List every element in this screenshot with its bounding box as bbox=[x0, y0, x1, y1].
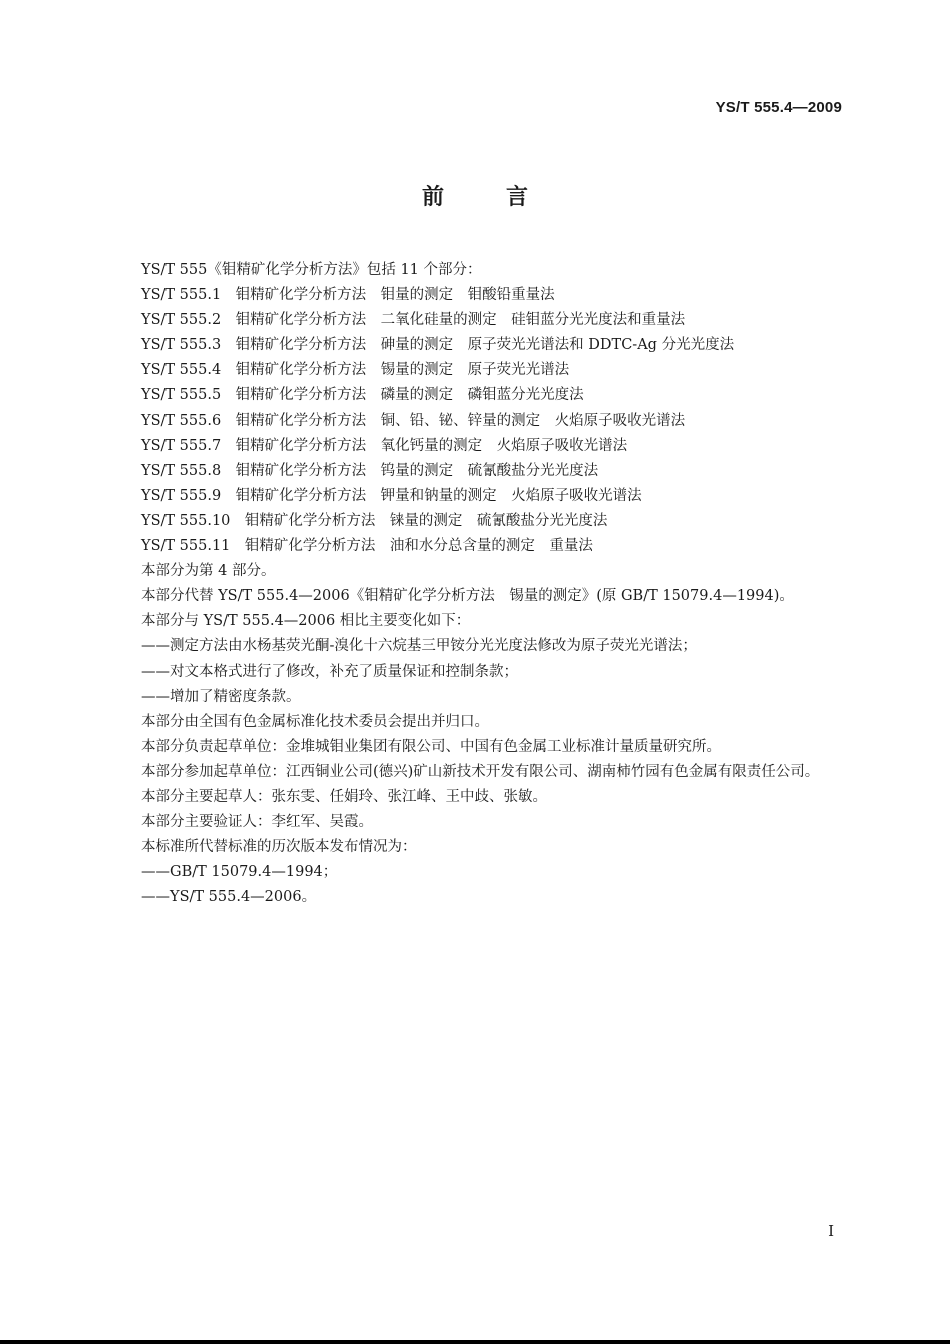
list-item: YS/T 555.4 钼精矿化学分析方法 锡量的测定 原子荧光光谱法 bbox=[141, 362, 570, 379]
list-item: YS/T 555.10 钼精矿化学分析方法 铼量的测定 硫氰酸盐分光光度法 bbox=[141, 512, 608, 529]
change-item: ——测定方法由水杨基荧光酮-溴化十六烷基三甲铵分光光度法修改为原子荧光光谱法； bbox=[141, 638, 697, 655]
history-item: ——YS/T 555.4—2006。 bbox=[141, 889, 317, 906]
history-item: ——GB/T 15079.4—1994； bbox=[141, 864, 338, 881]
page-title: 前言 bbox=[421, 185, 590, 210]
paragraph-changes-intro: 本部分与 YS/T 555.4—2006 相比主要变化如下： bbox=[141, 613, 471, 630]
list-item: YS/T 555.8 钼精矿化学分析方法 钨量的测定 硫氰酸盐分光光度法 bbox=[141, 462, 599, 479]
paragraph-intro: YS/T 555《钼精矿化学分析方法》包括 11 个部分： bbox=[141, 262, 482, 278]
foreword-body bbox=[108, 258, 844, 910]
list-item: YS/T 555.7 钼精矿化学分析方法 氧化钙量的测定 火焰原子吸收光谱法 bbox=[141, 437, 628, 454]
paragraph-replaces: 本部分代替 YS/T 555.4—2006《钼精矿化学分析方法 锡量的测定》(原 GB/T 15079.4—1994)。 bbox=[141, 588, 794, 605]
paragraph-part-number: 本部分为第 4 部分。 bbox=[141, 563, 276, 580]
page-bottom-edge bbox=[0, 1340, 950, 1344]
change-item: ——增加了精密度条款。 bbox=[141, 688, 301, 705]
paragraph-participating-units: 本部分参加起草单位：江西铜业公司(德兴)矿山新技术开发有限公司、湖南柿竹园有色金属有限责任公司。 bbox=[141, 763, 820, 780]
list-item: YS/T 555.9 钼精矿化学分析方法 钾量和钠量的测定 火焰原子吸收光谱法 bbox=[141, 487, 642, 504]
change-item: ——对文本格式进行了修改，补充了质量保证和控制条款； bbox=[141, 663, 518, 680]
paragraph-verifiers: 本部分主要验证人：李红军、吴霞。 bbox=[141, 814, 373, 831]
list-item: YS/T 555.11 钼精矿化学分析方法 油和水分总含量的测定 重量法 bbox=[141, 538, 593, 555]
list-item: YS/T 555.5 钼精矿化学分析方法 磷量的测定 磷钼蓝分光光度法 bbox=[141, 387, 584, 404]
list-item: YS/T 555.3 钼精矿化学分析方法 砷量的测定 原子荧光光谱法和 DDTC-Ag 分光光度法 bbox=[141, 337, 735, 354]
list-item: YS/T 555.2 钼精矿化学分析方法 二氧化硅量的测定 硅钼蓝分光光度法和重量法 bbox=[141, 312, 686, 329]
paragraph-drafting-unit: 本部分负责起草单位：金堆城钼业集团有限公司、中国有色金属工业标准计量质量研究所。 bbox=[141, 738, 721, 755]
standard-number: YS/T 555.4—2009 bbox=[715, 99, 842, 116]
page-number: I bbox=[828, 1222, 834, 1240]
paragraph-proposer: 本部分由全国有色金属标准化技术委员会提出并归口。 bbox=[141, 713, 489, 730]
list-item: YS/T 555.6 钼精矿化学分析方法 铜、铅、铋、锌量的测定 火焰原子吸收光谱法 bbox=[141, 412, 686, 429]
paragraph-drafters: 本部分主要起草人：张东雯、任娟玲、张江峰、王中歧、张敏。 bbox=[141, 788, 547, 805]
list-item: YS/T 555.1 钼精矿化学分析方法 钼量的测定 钼酸铅重量法 bbox=[141, 287, 555, 304]
paragraph-history-intro: 本标准所代替标准的历次版本发布情况为： bbox=[141, 839, 417, 856]
